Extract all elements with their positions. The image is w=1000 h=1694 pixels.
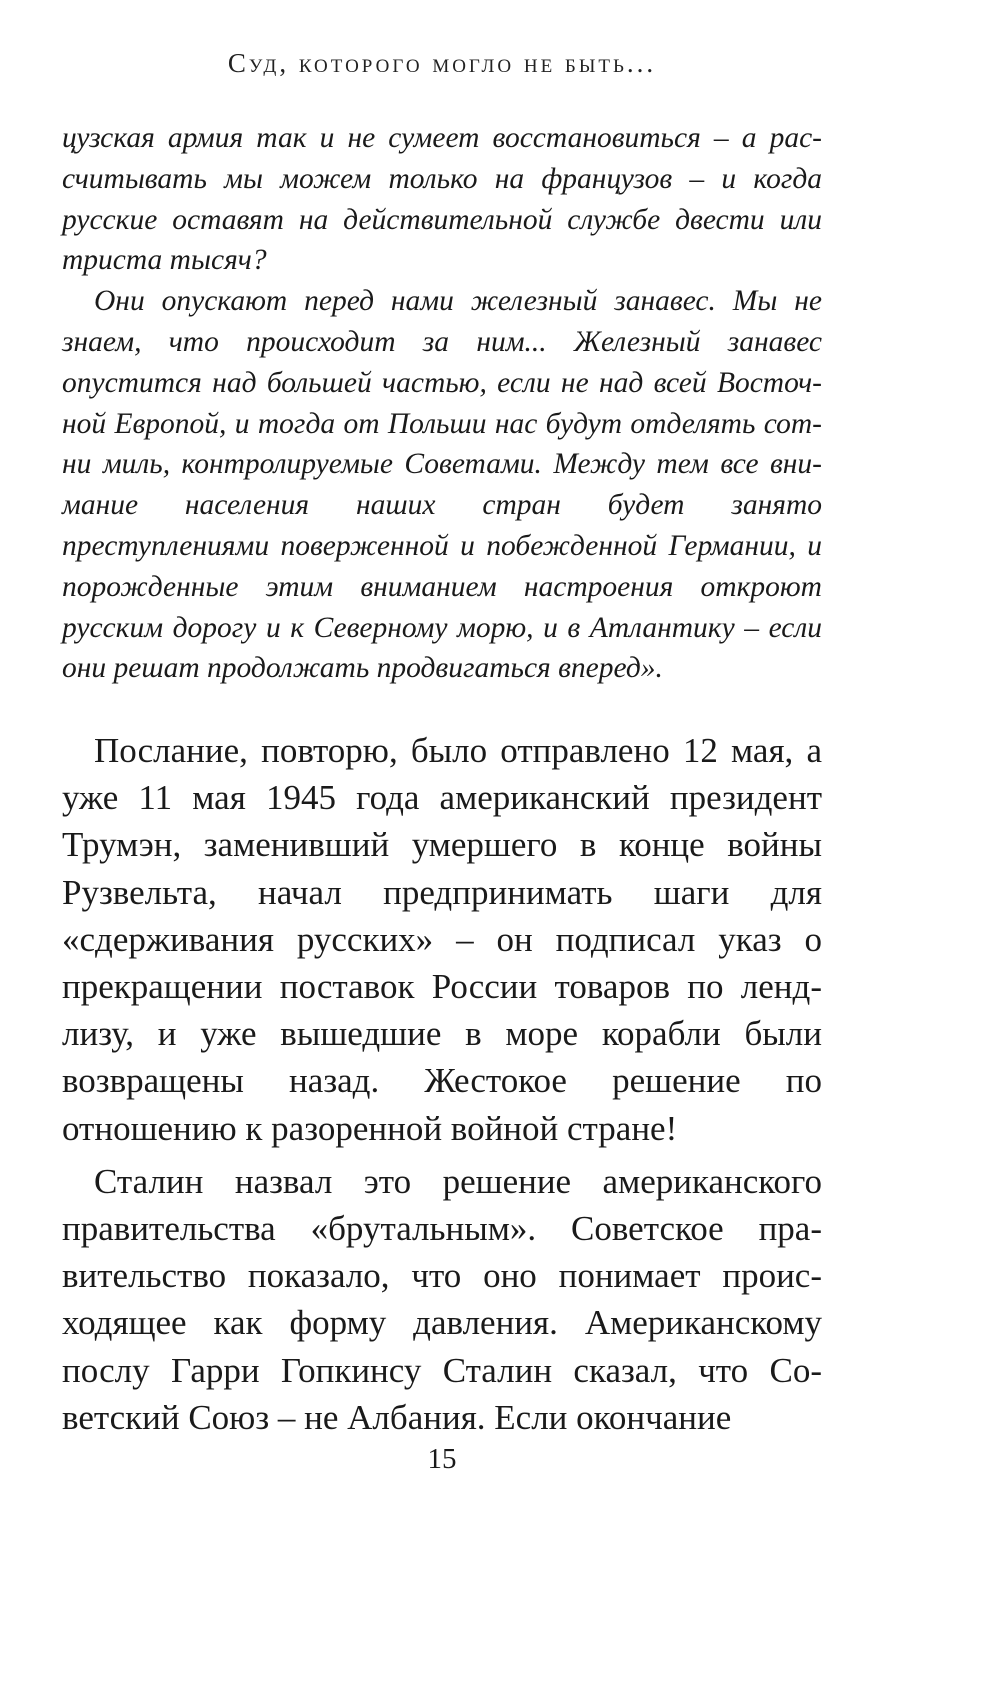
book-page [62, 0, 822, 1694]
quote-paragraph-continued: цузская армия так и не сумеет восстановиться – а рассчитывать мы можем только на французов – и когда русские оставят на действительной службе двести или триста тысяч? [62, 122, 822, 277]
quote-paragraph: Они опускают перед нами железный занавес. Мы не знаем, что происходит за ним... Железный занавес опустится над большей частью, если не над всей Восточной Европой, и тогда от Польши нас будут отделять сотни миль, контролируемые Советами. Между тем все внимание населения наших стран будет занято преступлениями поверженной и побежденной Германии, и порожденные этим вниманием настроения откроют русским дорогу и к Северному морю, и в Атлантику – если они решат продолжать продвигаться вперед». [62, 285, 822, 685]
running-head: Суд, которого могло не быть... [227, 48, 657, 78]
body-paragraph: Послание, повторю, было отправлено 12 мая, а уже 11 мая 1945 года американский президент Трумэн, заменивший умершего в конце войны Рузвельта, начал предпринимать шаги для «сдерживания русских» – он подписал указ о прекращении поставок России товаров по ленд-лизу, и уже вышедшие в море корабли были возвращены назад. Жестокое решение по отношению к разоренной войной стране! [62, 731, 822, 1148]
body-paragraph: Сталин назвал это решение американского правительства «брутальным». Советское правительство показало, что оно понимает происходящее как форму давления. Американскому послу Гарри Гопкинсу Сталин сказал, что Советский Союз – не Албания. Если окончание [62, 1161, 822, 1437]
page-number: 15 [427, 1443, 457, 1475]
quote-block [62, 118, 822, 689]
body-text [62, 727, 822, 1441]
